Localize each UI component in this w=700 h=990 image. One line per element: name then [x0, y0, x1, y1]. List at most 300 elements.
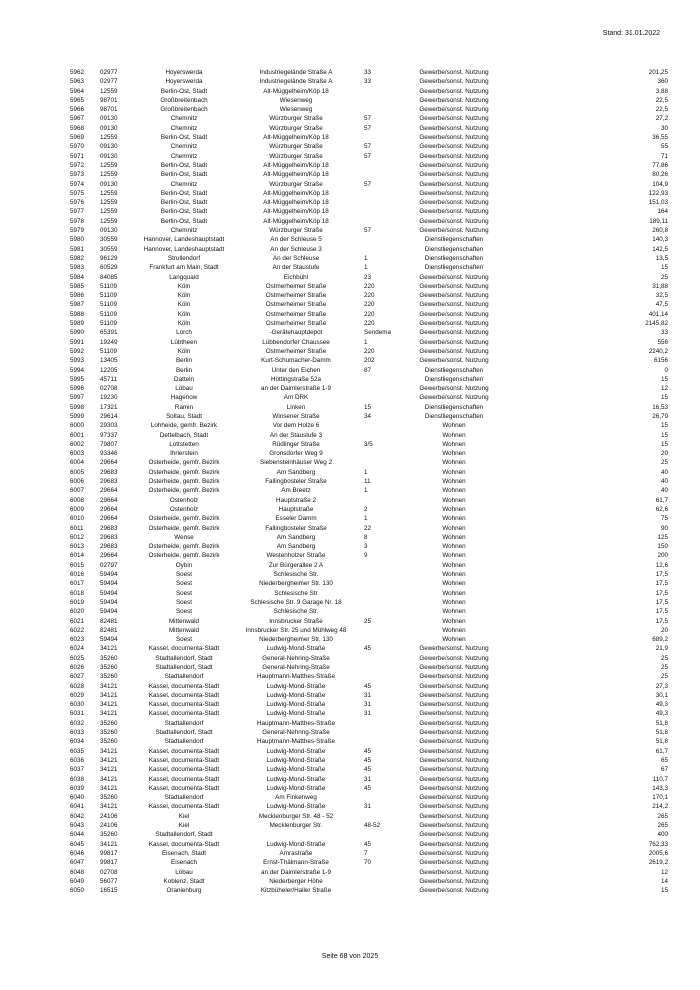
city-cell: Kassel, documenta-Stadt [148, 766, 220, 774]
postal-code-cell: 79807 [100, 440, 118, 448]
usage-type-cell: Wohnen [442, 515, 466, 523]
usage-type-cell: Gewerbe/sonst. Nutzung [419, 664, 489, 671]
row-id-cell: 6041 [70, 803, 85, 811]
city-cell: Berlin-Ost, Stadt [160, 87, 208, 95]
row-id-cell: 6024 [70, 645, 85, 653]
postal-code-cell: 96129 [100, 254, 118, 262]
usage-type-cell: Wohnen [442, 505, 466, 513]
street-cell: Westenholzer Straße [266, 552, 326, 560]
house-number-cell: 33 [364, 78, 372, 86]
house-number-cell: 220 [364, 347, 375, 355]
usage-type-cell: Wohnen [442, 487, 466, 495]
area-cell: 27,2 [655, 115, 668, 123]
row-id-cell: 6006 [70, 478, 85, 486]
postal-code-cell: 34121 [100, 840, 118, 848]
table-row [70, 77, 668, 86]
postal-code-cell: 59494 [100, 608, 118, 616]
house-number-cell [358, 217, 386, 226]
usage-type-cell: Gewerbe/sonst. Nutzung [419, 775, 489, 783]
usage-type-cell: Gewerbe/sonst. Nutzung [419, 822, 489, 830]
city-cell: Stadtallendorf, Stadt [155, 729, 213, 737]
postal-code-cell: 35260 [100, 831, 118, 839]
area-cell: 90 [660, 524, 668, 532]
street-cell: Innsbrucker Straße [269, 617, 323, 625]
table-row [70, 375, 668, 384]
postal-code-cell: 09130 [100, 180, 118, 188]
house-number-cell [358, 198, 386, 207]
table-row [70, 663, 668, 672]
street-cell: Schlesische Str. [273, 571, 319, 579]
house-number-cell: 34 [364, 412, 372, 420]
table-row [70, 598, 668, 607]
city-cell: Osterheide, gemfr. Bezirk [148, 487, 220, 495]
table-row [70, 328, 668, 337]
house-number-cell [358, 449, 386, 458]
row-id-cell: 5996 [70, 385, 85, 393]
street-cell: Ludwig-Mond-Straße [266, 701, 326, 709]
area-cell: 16,53 [652, 403, 668, 411]
street-cell: Unter den Eichen [271, 366, 321, 374]
table-row [70, 366, 668, 375]
postal-code-cell: 34121 [100, 710, 118, 718]
street-cell: Alt-Müggelheim/Köp 18 [263, 134, 329, 142]
table-row [70, 486, 668, 495]
row-id-cell: 5967 [70, 115, 85, 123]
row-id-cell: 6034 [70, 738, 85, 746]
table-row [70, 626, 668, 635]
city-cell: Kassel, documenta-Stadt [148, 803, 220, 811]
street-cell: Würzburger Straße [269, 152, 323, 160]
area-cell: 25 [660, 664, 668, 671]
city-cell: Kassel, documenta-Stadt [148, 775, 220, 783]
house-number-cell [358, 96, 386, 105]
row-id-cell: 6004 [70, 459, 85, 467]
table-row [70, 728, 668, 737]
area-cell: 62,6 [655, 505, 668, 513]
street-cell: Siebensteinhäuser Weg 2 [260, 459, 332, 467]
table-row [70, 496, 668, 505]
city-cell: Oranienburg [166, 887, 202, 895]
usage-type-cell: Gewerbe/sonst. Nutzung [419, 134, 489, 142]
table-row [70, 830, 668, 839]
usage-type-cell: Gewerbe/sonst. Nutzung [419, 385, 489, 393]
city-cell: Osterheide, gemfr. Bezirk [148, 552, 220, 560]
street-cell: Ostmerheimer Straße [265, 310, 327, 318]
row-id-cell: 6023 [70, 636, 85, 644]
house-number-cell [358, 635, 386, 644]
table-row [70, 579, 668, 588]
city-cell: Köln [177, 292, 191, 300]
area-cell: 150 [657, 543, 668, 551]
postal-code-cell: 34121 [100, 691, 118, 699]
table-row [70, 142, 668, 151]
area-cell: 14 [660, 877, 668, 885]
usage-type-cell: Gewerbe/sonst. Nutzung [419, 747, 489, 755]
house-number-cell [358, 812, 386, 821]
usage-type-cell: Gewerbe/sonst. Nutzung [419, 766, 489, 774]
row-id-cell: 5976 [70, 199, 85, 207]
usage-type-cell: Gewerbe/sonst. Nutzung [419, 691, 489, 699]
street-cell: Alt-Müggelheim/Köp 18 [263, 208, 329, 216]
postal-code-cell: 29303 [100, 422, 118, 430]
area-cell: 51,8 [655, 719, 668, 727]
row-id-cell: 5963 [70, 78, 85, 86]
table-row [70, 226, 668, 235]
city-cell: Dettelbach, Stadt [159, 431, 209, 439]
street-cell: An der Staustufe [272, 264, 320, 272]
table-row [70, 849, 668, 858]
row-id-cell: 6000 [70, 422, 85, 430]
street-cell: An der Schleuse 5 [270, 236, 322, 244]
city-cell: Strullendorf [167, 254, 201, 262]
house-number-cell [358, 207, 386, 216]
house-number-cell: 31 [364, 775, 372, 783]
row-id-cell: 5964 [70, 87, 85, 95]
postal-code-cell: 12559 [100, 199, 118, 207]
city-cell: Lottstetten [169, 440, 199, 448]
area-cell: 17,5 [655, 571, 668, 579]
city-cell: Frankfurt am Main, Stadt [149, 264, 219, 272]
usage-type-cell: Gewerbe/sonst. Nutzung [419, 784, 489, 792]
table-row [70, 514, 668, 523]
street-cell: Ludwig-Mond-Straße [266, 747, 326, 755]
house-number-cell [358, 793, 386, 802]
city-cell: Köln [177, 301, 191, 309]
area-cell: 13,5 [655, 254, 668, 262]
usage-type-cell: Gewerbe/sonst. Nutzung [419, 199, 489, 207]
area-cell: 20 [660, 450, 668, 458]
street-cell: Vor dem Holze 6 [272, 422, 320, 430]
city-cell: Chemnitz [170, 115, 198, 123]
city-cell: Kassel, documenta-Stadt [148, 756, 220, 764]
area-cell: 15 [660, 394, 668, 402]
street-cell: Am Sandberg [276, 468, 316, 476]
street-cell: Würzburger Straße [269, 180, 323, 188]
postal-code-cell: 29683 [100, 468, 118, 476]
postal-code-cell: 24106 [100, 822, 118, 830]
house-number-cell: 57 [364, 115, 372, 123]
postal-code-cell: 02977 [100, 78, 118, 86]
street-cell: Wiesenweg [279, 96, 313, 104]
usage-type-cell: Dienstliegenschaften [424, 403, 484, 411]
city-cell: Kassel, documenta-Stadt [148, 840, 220, 848]
city-cell: Hoyerswerda [165, 78, 203, 86]
city-cell: Soest [175, 571, 193, 579]
street-cell: Würzburger Straße [269, 227, 323, 235]
postal-code-cell: 12559 [100, 87, 118, 95]
house-number-cell [358, 654, 386, 663]
usage-type-cell: Wohnen [442, 496, 466, 504]
row-id-cell: 5988 [70, 310, 85, 318]
city-cell: Ostenholz [169, 496, 199, 504]
postal-code-cell: 30559 [100, 245, 118, 253]
city-cell: Berlin-Ost, Stadt [160, 171, 208, 179]
row-id-cell: 6029 [70, 691, 85, 699]
area-cell: 170,1 [652, 794, 668, 802]
row-id-cell: 6050 [70, 887, 85, 895]
postal-code-cell: 29683 [100, 478, 118, 486]
street-cell: Am Sandberg [276, 533, 316, 541]
usage-type-cell: Wohnen [442, 450, 466, 458]
table-row [70, 533, 668, 542]
street-cell: -Gerätehauptdepot [269, 329, 323, 337]
city-cell: Osterheide, gemfr. Bezirk [148, 515, 220, 523]
house-number-cell: 15 [364, 403, 372, 411]
city-cell: Oybin [175, 561, 193, 569]
postal-code-cell: 59494 [100, 589, 118, 597]
row-id-cell: 6042 [70, 812, 85, 820]
row-id-cell: 6003 [70, 450, 85, 458]
area-cell: 360 [657, 78, 668, 86]
house-number-cell [358, 886, 386, 895]
city-cell: Berlin-Ost, Stadt [160, 161, 208, 169]
street-cell: Industriegelände Straße A [259, 78, 333, 86]
postal-code-cell: 82481 [100, 626, 118, 634]
table-body [70, 68, 668, 895]
area-cell: 22,5 [655, 106, 668, 114]
city-cell: Löbau [175, 868, 193, 876]
house-number-cell [358, 607, 386, 616]
row-id-cell: 5995 [70, 375, 85, 383]
area-cell: 36,55 [652, 134, 668, 142]
table-row [70, 449, 668, 458]
usage-type-cell: Gewerbe/sonst. Nutzung [419, 859, 489, 867]
house-number-cell: 31 [364, 803, 372, 811]
house-number-cell: 45 [364, 645, 372, 653]
postal-code-cell: 29664 [100, 505, 118, 513]
postal-code-cell: 09130 [100, 124, 118, 132]
city-cell: Berlin-Ost, Stadt [160, 199, 208, 207]
table-row [70, 840, 668, 849]
area-cell: 25 [660, 673, 668, 681]
usage-type-cell: Gewerbe/sonst. Nutzung [419, 106, 489, 114]
usage-type-cell: Gewerbe/sonst. Nutzung [419, 347, 489, 355]
table-row [70, 170, 668, 179]
row-id-cell: 6008 [70, 496, 85, 504]
area-cell: 80,26 [652, 171, 668, 179]
row-id-cell: 5979 [70, 227, 85, 235]
usage-type-cell: Gewerbe/sonst. Nutzung [419, 69, 489, 76]
usage-type-cell: Gewerbe/sonst. Nutzung [419, 701, 489, 709]
usage-type-cell: Wohnen [442, 626, 466, 634]
row-id-cell: 6027 [70, 673, 85, 681]
usage-type-cell: Gewerbe/sonst. Nutzung [419, 161, 489, 169]
postal-code-cell: 51109 [100, 292, 118, 300]
table-row [70, 114, 668, 123]
postal-code-cell: 12205 [100, 366, 118, 374]
postal-code-cell: 29664 [100, 496, 118, 504]
street-cell: Esseler Damm [275, 515, 317, 523]
postal-code-cell: 12559 [100, 189, 118, 197]
city-cell: Soest [175, 589, 193, 597]
house-number-cell: 22 [364, 524, 372, 532]
table-row [70, 644, 668, 653]
usage-type-cell: Wohnen [442, 543, 466, 551]
house-number-cell [358, 570, 386, 579]
postal-code-cell: 51109 [100, 282, 118, 290]
row-id-cell: 6016 [70, 571, 85, 579]
usage-type-cell: Gewerbe/sonst. Nutzung [419, 357, 489, 365]
street-cell: Ostmerheimer Straße [265, 320, 327, 328]
street-cell: Niederbergheimer Str. 130 [259, 636, 333, 644]
table-row [70, 877, 668, 886]
row-id-cell: 6011 [70, 524, 84, 532]
area-cell: 33 [660, 329, 668, 337]
area-cell: 189,11 [649, 217, 668, 225]
area-cell: 20 [660, 626, 668, 634]
row-id-cell: 5977 [70, 208, 85, 216]
house-number-cell [358, 589, 386, 598]
usage-type-cell: Gewerbe/sonst. Nutzung [419, 729, 489, 737]
table-row [70, 868, 668, 877]
row-id-cell: 6012 [70, 533, 85, 541]
postal-code-cell: 97337 [100, 431, 118, 439]
usage-type-cell: Gewerbe/sonst. Nutzung [419, 868, 489, 876]
city-cell: Berlin [175, 357, 193, 365]
row-id-cell: 6032 [70, 719, 85, 727]
postal-code-cell: 51109 [100, 310, 118, 318]
table-row [70, 245, 668, 254]
row-id-cell: 6002 [70, 440, 85, 448]
row-id-cell: 5993 [70, 357, 85, 365]
table-row [70, 235, 668, 244]
house-number-cell [358, 431, 386, 440]
area-cell: 762,33 [648, 840, 668, 848]
house-number-cell [358, 170, 386, 179]
table-row [70, 700, 668, 709]
row-id-cell: 5987 [70, 301, 85, 309]
row-id-cell: 6047 [70, 859, 85, 867]
row-id-cell: 5997 [70, 394, 85, 402]
usage-type-cell: Gewerbe/sonst. Nutzung [419, 831, 489, 839]
street-cell: Hauptmann-Matthes-Straße [256, 719, 336, 727]
table-row [70, 403, 668, 412]
house-number-cell [358, 598, 386, 607]
usage-type-cell: Wohnen [442, 571, 466, 579]
city-cell: Soest [175, 636, 193, 644]
table-row [70, 300, 668, 309]
usage-type-cell: Wohnen [442, 468, 466, 476]
area-cell: 17,5 [655, 580, 668, 588]
house-number-cell [358, 189, 386, 198]
usage-type-cell: Gewerbe/sonst. Nutzung [419, 227, 489, 235]
postal-code-cell: 02708 [100, 868, 118, 876]
postal-code-cell: 98701 [100, 106, 118, 114]
city-cell: Osterheide, gemfr. Bezirk [148, 543, 220, 551]
area-cell: 556 [657, 338, 668, 346]
area-cell: 22,5 [655, 96, 668, 104]
area-cell: 201,25 [648, 69, 668, 76]
area-cell: 12,6 [655, 561, 668, 569]
city-cell: Stadtallendorf [164, 738, 204, 746]
city-cell: Mittenwald [168, 617, 200, 625]
area-cell: 27,3 [655, 682, 668, 690]
city-cell: Berlin-Ost, Stadt [160, 134, 208, 142]
street-cell: Ludwig-Mond-Straße [266, 682, 326, 690]
row-id-cell: 5970 [70, 143, 85, 151]
street-cell: Am DRK [283, 394, 309, 402]
city-cell: Kassel, documenta-Stadt [148, 645, 220, 653]
table-row [70, 821, 668, 830]
street-cell: Ludwig-Mond-Straße [266, 645, 326, 653]
postal-code-cell: 99817 [100, 849, 118, 857]
row-id-cell: 6044 [70, 831, 85, 839]
table-row [70, 561, 668, 570]
table-row [70, 338, 668, 347]
area-cell: 32,5 [655, 292, 668, 300]
table-row [70, 412, 668, 421]
house-number-cell: 11 [364, 478, 371, 486]
city-cell: Berlin-Ost, Stadt [160, 189, 208, 197]
row-id-cell: 6001 [70, 431, 85, 439]
property-table [70, 68, 668, 895]
usage-type-cell: Wohnen [442, 533, 466, 541]
house-number-cell: 45 [364, 747, 372, 755]
table-row [70, 291, 668, 300]
city-cell: Stadtallendorf [164, 719, 204, 727]
street-cell: Ludwig-Mond-Straße [266, 710, 326, 718]
house-number-cell: 220 [364, 282, 375, 290]
area-cell: 71 [660, 152, 668, 160]
usage-type-cell: Wohnen [442, 431, 466, 439]
postal-code-cell: 02977 [100, 69, 118, 76]
usage-type-cell: Gewerbe/sonst. Nutzung [419, 710, 489, 718]
area-cell: 6156 [653, 357, 668, 365]
postal-code-cell: 51109 [100, 320, 118, 328]
row-id-cell: 5989 [70, 320, 85, 328]
street-cell: Schlesische Str [274, 589, 318, 597]
table-row [70, 709, 668, 718]
city-cell: Stadtallendorf, Stadt [155, 831, 213, 839]
postal-code-cell: 09130 [100, 227, 118, 235]
postal-code-cell: 35260 [100, 664, 118, 671]
house-number-cell: 220 [364, 301, 375, 309]
city-cell: Stadtallendorf, Stadt [155, 664, 213, 671]
table-row [70, 747, 668, 756]
usage-type-cell: Gewerbe/sonst. Nutzung [419, 682, 489, 690]
house-number-cell [358, 877, 386, 886]
row-id-cell: 5978 [70, 217, 85, 225]
row-id-cell: 5982 [70, 254, 85, 262]
city-cell: Köln [177, 320, 191, 328]
street-cell: Fallingbosteler Straße [265, 478, 327, 486]
table-row [70, 319, 668, 328]
table-row [70, 765, 668, 774]
street-cell: an der Daimlerstraße 1-9 [261, 868, 331, 876]
area-cell: 2145,82 [645, 320, 668, 328]
street-cell: Mecklenburger Str. 48 - 52 [258, 812, 334, 820]
street-cell: Am Sandberg [276, 543, 316, 551]
row-id-cell: 5983 [70, 264, 85, 272]
house-number-cell: 31 [364, 710, 372, 718]
city-cell: Löbau [175, 385, 193, 393]
street-cell: Würzburger Straße [269, 115, 323, 123]
area-cell: 12 [660, 868, 668, 876]
street-cell: Amrastraße [279, 849, 313, 857]
row-id-cell: 5968 [70, 124, 85, 132]
usage-type-cell: Wohnen [442, 580, 466, 588]
row-id-cell: 6013 [70, 543, 85, 551]
street-cell: Ludwig-Mond-Straße [266, 756, 326, 764]
area-cell: 26,79 [652, 412, 668, 420]
usage-type-cell: Gewerbe/sonst. Nutzung [419, 115, 489, 123]
city-cell: Großbreitenbach [160, 96, 208, 104]
postal-code-cell: 59494 [100, 580, 118, 588]
row-id-cell: 6019 [70, 598, 85, 606]
house-number-cell: 23 [364, 273, 372, 281]
row-id-cell: 5973 [70, 171, 85, 179]
house-number-cell [358, 421, 386, 430]
